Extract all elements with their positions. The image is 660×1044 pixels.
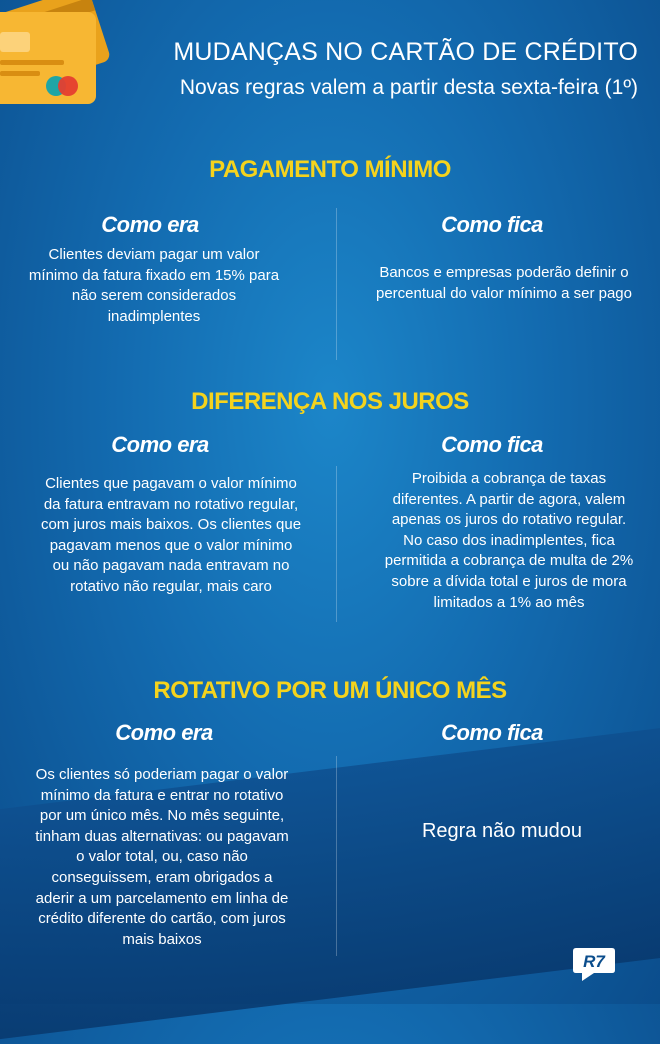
logo-text: R7: [583, 952, 605, 971]
after-text: Proibida a cobrança de taxas diferentes. A partir de agora, valem apenas os juros do rotativo regular. No caso dos inadimplentes, fica permitida a cobrança de multa de 2% sobre a dívida total e juros de mora limitados a 1% ao mês: [384, 470, 634, 611]
page-title: MUDANÇAS NO CARTÃO DE CRÉDITO: [173, 38, 638, 66]
before-label: Como era: [115, 720, 213, 745]
column-divider: [336, 208, 337, 360]
after-text: Bancos e empresas poderão definir o percentual do valor mínimo a ser pago: [376, 264, 632, 302]
section-title-rotativo: ROTATIVO POR UM ÚNICO MÊS: [153, 677, 507, 704]
column-divider: [336, 466, 337, 622]
after-label: Como fica: [441, 720, 543, 745]
r7-logo: [572, 946, 616, 982]
page-subtitle: Novas regras valem a partir desta sexta-feira (1º): [179, 76, 638, 99]
after-label: Como fica: [441, 212, 543, 237]
column-divider: [336, 756, 337, 956]
after-text: Regra não mudou: [421, 820, 583, 842]
after-label: Como fica: [441, 432, 543, 457]
section-title-pagamento-minimo: PAGAMENTO MÍNIMO: [209, 156, 451, 183]
before-text: Clientes deviam pagar um valor mínimo da fatura fixado em 15% para não serem considerados inadimplentes: [28, 246, 280, 325]
before-text: Os clientes só poderiam pagar o valor mínimo da fatura e entrar no rotativo por um único mês. No mês seguinte, tinham duas alternativas: ou pagavam o valor total, ou, caso não conseguissem, eram obrigados a aderir a um parcelamento em linha de crédito diferente do cartão, com juros mais baixos: [35, 766, 289, 948]
before-label: Como era: [111, 432, 209, 457]
section-title-diferenca-juros: DIFERENÇA NOS JUROS: [191, 388, 469, 415]
before-text: Clientes que pagavam o valor mínimo da fatura entravam no rotativo regular, com juros mais baixos. Os clientes que pagavam menos que o valor mínimo ou não pagavam nada entravam no rotativo não regular, mais caro: [40, 475, 302, 595]
before-label: Como era: [101, 212, 199, 237]
